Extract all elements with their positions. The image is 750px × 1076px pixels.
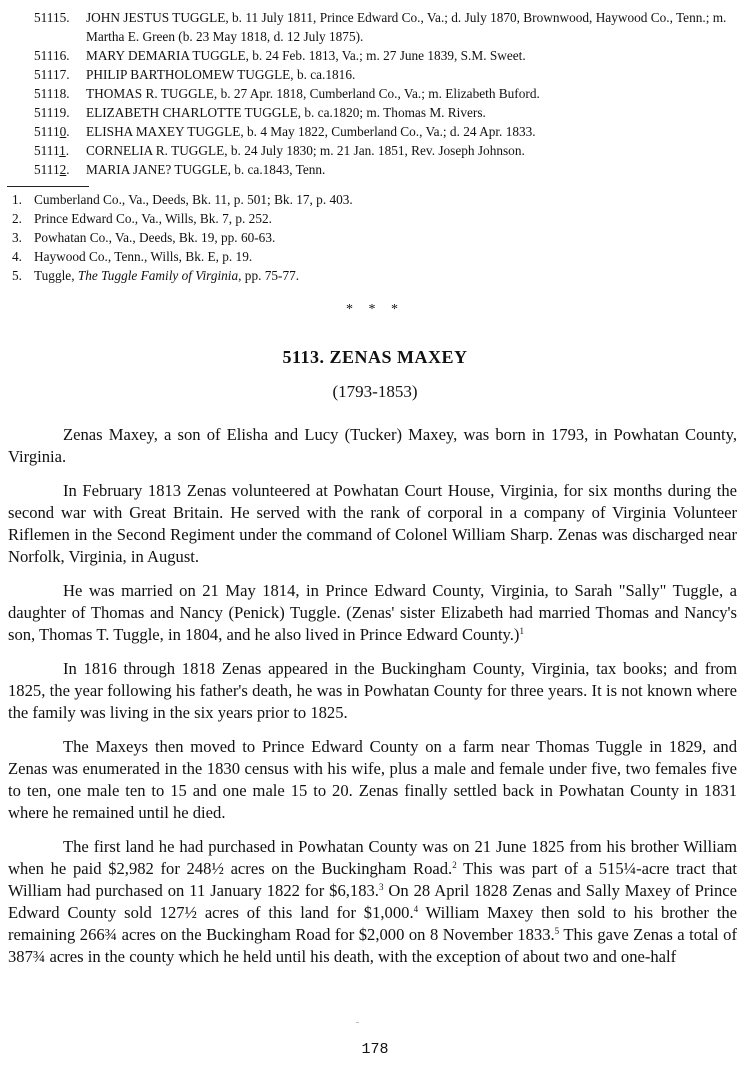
child-number: 51116. [34, 48, 70, 63]
paragraph-text: The first land he had purchased in Powhatan County was on 21 June 1825 from his brother William when he paid $2,982 for 248½ acres on the Buckingham Road. [8, 837, 737, 878]
child-number-prefix: 5111 [34, 124, 60, 139]
paragraph-text: This gave Zenas a total of 387¾ acres in the county which he held until his death, with the exception of about two and one-half [8, 925, 737, 966]
paragraph-text: This was part of a 515¼-acre tract that William had purchased on 11 January 1822 for $6,183. [8, 859, 737, 900]
footnote-number: 2. [12, 211, 22, 226]
child-number: 51117. [34, 67, 70, 82]
paragraph [8, 736, 737, 824]
child-number [34, 122, 86, 141]
paragraph-text: William Maxey then sold to his brother the remaining 266¾ acres on the Buckingham Road for $2,000 on 8 November 1833. [8, 903, 737, 944]
child-number [34, 160, 86, 179]
body-text [8, 424, 737, 980]
footnote [12, 266, 712, 285]
footnote-divider [7, 186, 89, 187]
page-number: 178 [361, 1041, 389, 1058]
child-number: 51119. [34, 105, 70, 120]
child-number [34, 141, 86, 160]
child-number-suffix: . [66, 162, 70, 177]
footnote-text: Powhatan Co., Va., Deeds, Bk. 19, pp. 60-63. [34, 230, 276, 245]
footnote-text: Haywood Co., Tenn., Wills, Bk. E, p. 19. [34, 249, 253, 264]
footnote-ref: 3 [378, 882, 384, 892]
child-number-prefix: 5111 [34, 143, 60, 158]
child-entry: ELISHA MAXEY TUGGLE, b. 4 May 1822, Cumberland Co., Va.; d. 24 Apr. 1833. [86, 124, 536, 139]
footnote-number: 3. [12, 230, 22, 245]
section-separator: * * * [346, 302, 404, 317]
footnote [12, 228, 712, 247]
paragraph-text: He was married on 21 May 1814, in Prince Edward County, Virginia, to Sarah "Sally" Tuggle, a daughter of Thomas and Nancy (Penick) Tuggle. (Zenas' sister Elizabeth had married Thomas and Nancy's son, Thomas T. Tuggle, in 1804, and he also lived in Prince Edward County.) [8, 581, 737, 644]
child-entry: JOHN JESTUS TUGGLE, b. 11 July 1811, Prince Edward Co., Va.; d. July 1870, Brownwood, Haywood Co., Tenn.; m. Martha E. Green (b. 23 May 1818, d. 12 July 1875). [86, 10, 727, 44]
paragraph-text: Zenas Maxey, a son of Elisha and Lucy (Tucker) Maxey, was born in 1793, in Powhatan County, Virginia. [8, 425, 737, 466]
footnote-ref: 1 [519, 626, 524, 636]
child-entry: ELIZABETH CHARLOTTE TUGGLE, b. ca.1820; m. Thomas M. Rivers. [86, 105, 486, 120]
list-item [34, 65, 734, 84]
child-number: 51115. [34, 10, 70, 25]
footnote-number: 5. [12, 268, 22, 283]
footnote-number: 1. [12, 192, 22, 207]
child-entry: MARIA JANE? TUGGLE, b. ca.1843, Tenn. [86, 162, 326, 177]
footnote [12, 190, 712, 209]
child-entry: PHILIP BARTHOLOMEW TUGGLE, b. ca.1816. [86, 67, 356, 82]
footnote-ref: 5 [554, 926, 560, 936]
list-item [34, 122, 734, 141]
footnote-text: Cumberland Co., Va., Deeds, Bk. 11, p. 501; Bk. 17, p. 403. [34, 192, 353, 207]
child-entry: CORNELIA R. TUGGLE, b. 24 July 1830; m. 21 Jan. 1851, Rev. Joseph Johnson. [86, 143, 525, 158]
section-dates: (1793-1853) [332, 382, 418, 401]
footnote-ref: 4 [413, 904, 419, 914]
list-item [34, 160, 734, 179]
footnote-ref: 2 [452, 860, 457, 870]
paragraph [8, 836, 737, 968]
paragraph-text: On 28 April 1828 Zenas and Sally Maxey of Prince Edward County sold 127½ acres of this land for $1,000. [8, 881, 737, 922]
child-number-underlined-digit: 1 [59, 143, 66, 158]
paragraph [8, 658, 737, 724]
child-number: 51118. [34, 86, 70, 101]
paragraph-text: In February 1813 Zenas volunteered at Powhatan Court House, Virginia, for six months during the second war with Great Britain. He served with the rank of corporal in a company of Virginia Volunteer Riflemen in the Second Regiment under the command of Colonel William Sharp. Zenas was discharged near Norfolk, Virginia, in August. [8, 481, 737, 566]
child-number-suffix: . [65, 143, 70, 158]
footnote-text-prefix: Tuggle, [34, 268, 78, 283]
footnote-number: 4. [12, 249, 22, 264]
footnote [12, 247, 712, 266]
footnotes-list [12, 190, 712, 285]
list-item [34, 8, 734, 46]
child-number-prefix: 5111 [34, 162, 60, 177]
children-list [34, 8, 734, 179]
paragraph [8, 424, 737, 468]
list-item [34, 84, 734, 103]
child-entry: THOMAS R. TUGGLE, b. 27 Apr. 1818, Cumberland Co., Va.; m. Elizabeth Buford. [86, 86, 540, 101]
paragraph [8, 580, 737, 646]
paragraph-text: The Maxeys then moved to Prince Edward County on a farm near Thomas Tuggle in 1829, and Zenas was enumerated in the 1830 census with his wife, plus a male and female under five, two females five to ten, one male ten to 15 and one male 15 to 20. Zenas finally settled back in Powhatan County in 1831 where he remained until he died. [8, 737, 737, 822]
list-item [34, 103, 734, 122]
footnote [12, 209, 712, 228]
child-number-underlined-digit: 2 [59, 162, 67, 177]
scan-artifact [356, 1022, 359, 1023]
footnote-text: Prince Edward Co., Va., Wills, Bk. 7, p. 252. [34, 211, 272, 226]
list-item [34, 46, 734, 65]
paragraph-text: In 1816 through 1818 Zenas appeared in the Buckingham County, Virginia, tax books; and from 1825, the year following his father's death, he was in Powhatan County for three years. It is not known where the family was living in the six years prior to 1825. [8, 659, 737, 722]
child-number-underlined-digit: 0 [59, 124, 67, 139]
child-entry: MARY DEMARIA TUGGLE, b. 24 Feb. 1813, Va.; m. 27 June 1839, S.M. Sweet. [86, 48, 526, 63]
footnote-book-title: The Tuggle Family of Virginia [77, 268, 239, 283]
child-number-suffix: . [66, 124, 70, 139]
paragraph [8, 480, 737, 568]
section-title: 5113. ZENAS MAXEY [282, 347, 468, 367]
list-item [34, 141, 734, 160]
footnote-text-suffix: , pp. 75-77. [238, 268, 300, 283]
